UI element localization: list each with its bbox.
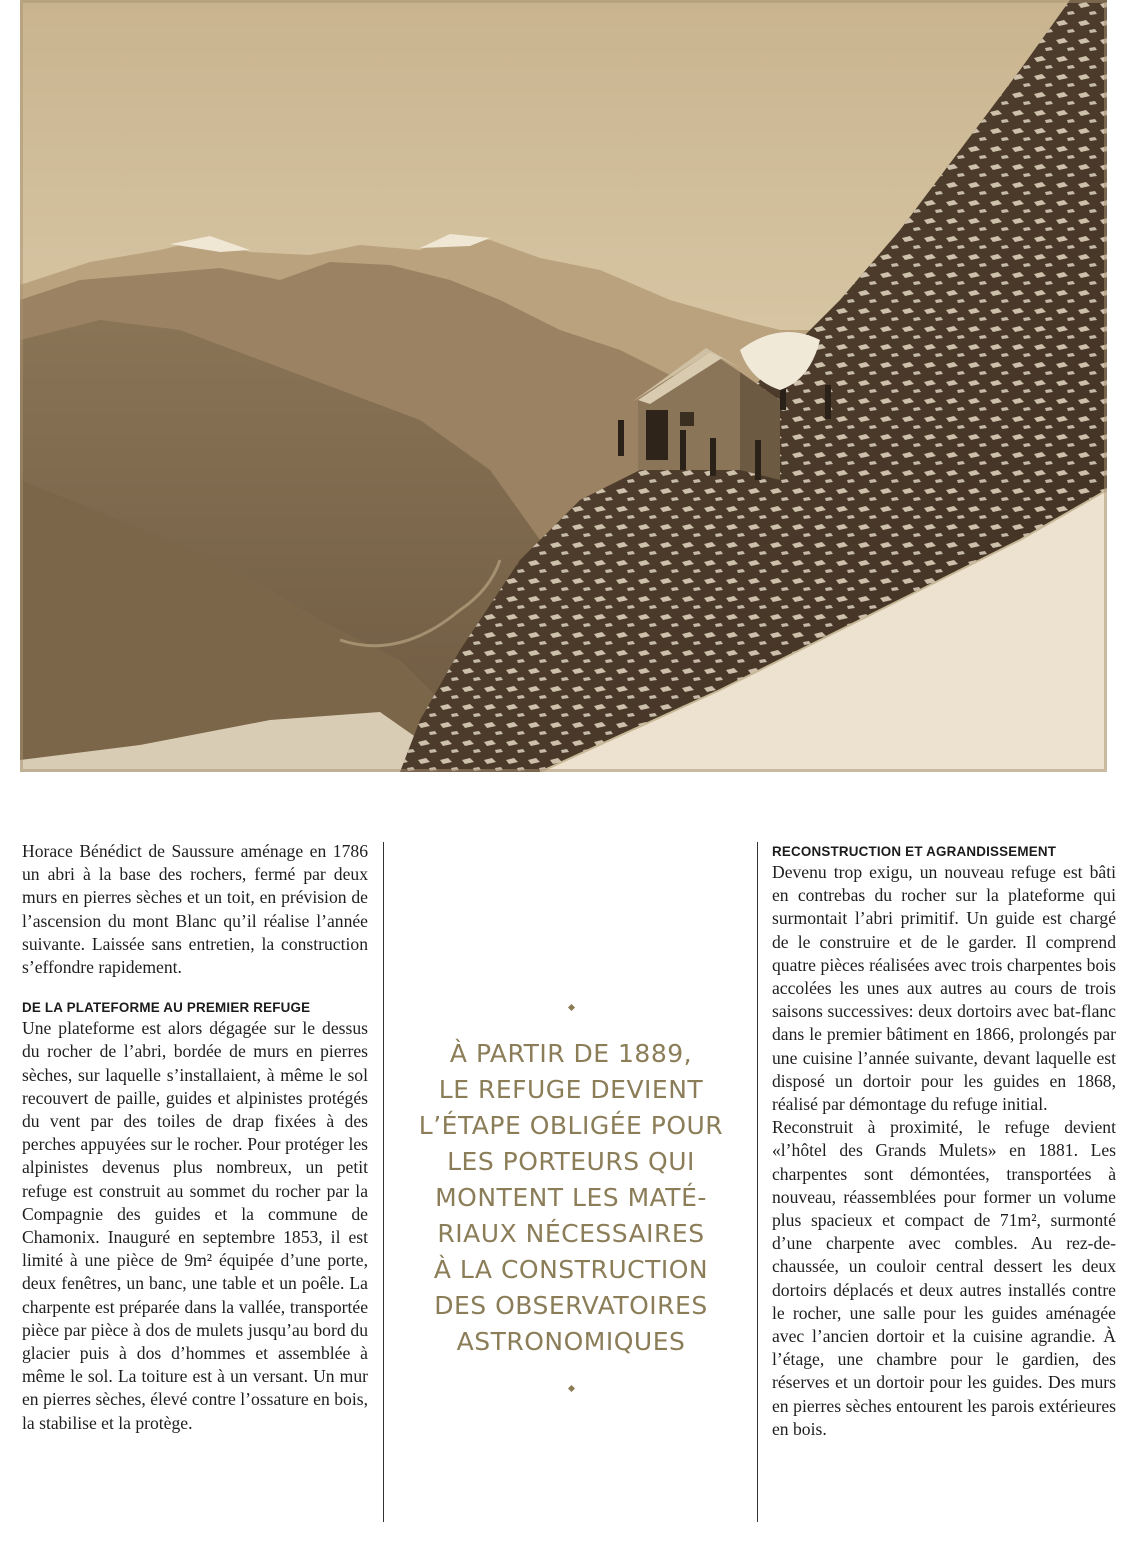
pull-quote: À PARTIR DE 1889, LE REFUGE DEVIENT L’ÉTAPE OBLIGÉE POUR LES PORTEURS QUI MONTENT LES MATÉ- RIAUX NÉCESSAIRES À LA CONSTRUCTION DES OBSERVATOIRES ASTRONOMIQUES — [418, 1039, 724, 1356]
diamond-ornament-icon — [567, 1385, 574, 1392]
pull-quote-block — [400, 1005, 742, 1391]
section-heading-platform: DE LA PLATEFORME AU PREMIER REFUGE — [22, 1000, 311, 1016]
section-heading-reconstruction: RECONSTRUCTION ET AGRANDISSEMENT — [772, 844, 1057, 859]
platform-paragraph: Une plateforme est alors dégagée sur le dessus du rocher de l’abri, bordée de murs en pierres sèches, sur laquelle s’installaient, à même le sol recouvert de paille, guides et alpinistes protégés du vent par des toiles de drap fixées à des perches appuyées sur le rocher. Pour protéger les alpinistes devenus plus nombreux, un petit refuge est construit au sommet du rocher par la Compagnie des guides et la commune de Chamonix. Inauguré en septembre 1853, il est limité à une pièce de 9m² équipée d’une porte, deux fenêtres, un banc, une table et un poêle. La charpente est préparée dans la vallée, transportée pièce par pièce à dos de mulets jusqu’au bord du glacier puis à dos d’hommes et assemblée à même le sol. La toiture est à un versant. Un mur en pierres sèches, élevé contre l’ossature en bois, la stabilise et la protège. — [22, 1018, 368, 1433]
reconstruction-paragraph: Devenu trop exigu, un nouveau refuge est bâti en contrebas du rocher sur la plateforme qui surmontait l’abri primitif. Un guide est chargé de le construire et de le garder. Il comprend quatre pièces réalisées avec trois charpentes bois accolées les unes aux autres au cours de trois saisons successives: deux dortoirs avec bat-flanc dans le premier bâtiment en 1866, prolongés par une cuisine l’année suivante, devant laquelle est disposé un dortoir pour les guides en 1868, réalisé par démontage du refuge initial. — [772, 862, 1116, 1115]
diamond-ornament-icon — [567, 1004, 574, 1011]
left-column — [22, 840, 368, 1435]
right-column — [772, 843, 1116, 1441]
sepia-landscape-image — [20, 0, 1107, 772]
grands-mulets-paragraph: Reconstruit à proximité, le refuge devient «l’hôtel des Grands Mulets» en 1881. Les charpentes sont démontées, transportées à nouveau, réassemblées pour former un volume plus spacieux et compact de 71m², surmonté d’une charpente avec combles. Au rez-de-chaussée, un couloir central dessert les deux dortoirs déplacés et deux autres installés contre le rocher, une salle pour les guides aménagée avec l’ancien dortoir et la cuisine agrandie. À l’étage, une chambre pour le gardien, des réserves et un dortoir pour les guides. Des murs en pierres sèches entourent les parois extérieures en bois. — [772, 1117, 1116, 1439]
column-divider-right — [757, 842, 758, 1522]
intro-paragraph: Horace Bénédict de Saussure aménage en 1786 un abri à la base des rochers, fermé par deux murs en pierres sèches et un toit, en prévision de l’ascension du mont Blanc qu’il réalise l’année suivante. Laissée sans entretien, la construction s’effondre rapidement. — [22, 841, 368, 978]
mountain-refuge-photo — [20, 0, 1107, 772]
column-divider-left — [383, 842, 384, 1522]
